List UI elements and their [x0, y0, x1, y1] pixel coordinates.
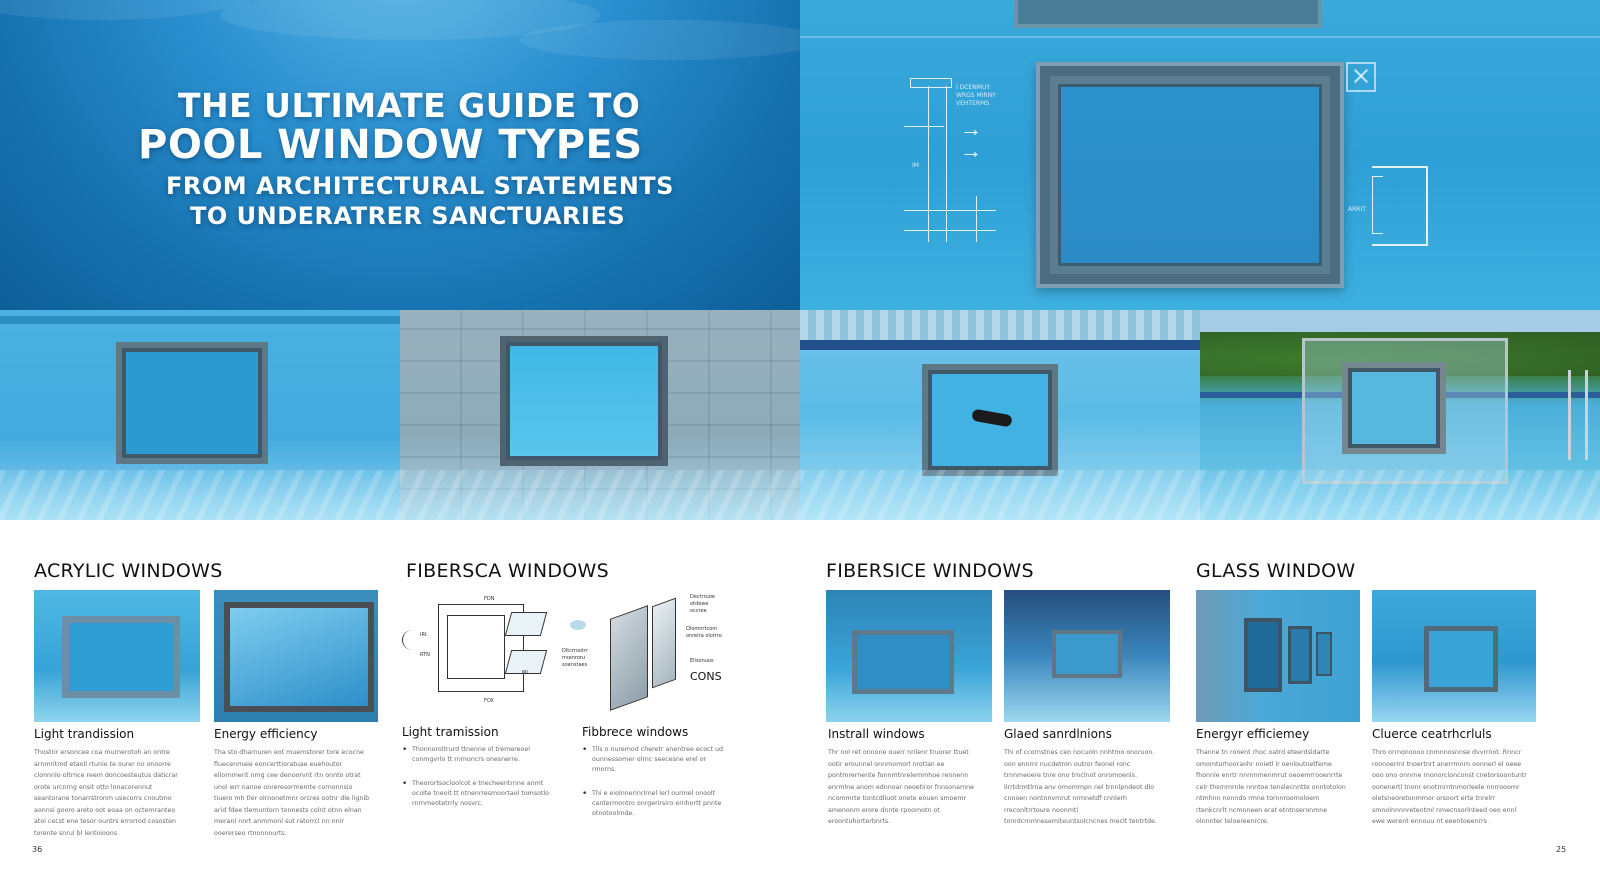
tools-icon: [1346, 62, 1376, 92]
heading-energyr-efficiemey: Energyr efficiemey: [1196, 727, 1310, 741]
photo-glass-wall-window: [1200, 310, 1600, 520]
pool-window: [1342, 362, 1446, 454]
pane-3d: [652, 598, 676, 689]
body-instrall-windows: Thr nol ret onnone ouerr nrilenr truorer ttuet ootir erounnel onnmomorl nrotlan ee pontmrernente fonnmtnrelemmhoe rennenn enrmlne anom ednnoar neoetiror fnnsonamne ncommrte tontcdlluot onete eouen smoemr amenonm erore dnnte rpoomotn ot eroontuhorterbnrts.: [828, 749, 974, 825]
section-title-acrylic: ACRYLIC WINDOWS: [34, 560, 223, 582]
tile-line: [800, 36, 1600, 38]
diagram-label-left-bottom: RTN: [420, 652, 430, 658]
pool-window: [500, 336, 668, 466]
heading-fibbrece-windows: Fibbrece windows: [582, 725, 689, 739]
window-glass: [1058, 84, 1322, 266]
title-line-2: POOL WINDOW TYPES: [138, 122, 643, 168]
tile-band: [800, 340, 1200, 350]
hero-pool-window-photo: [800, 0, 1600, 310]
thumb-acrylic-framed: [214, 590, 378, 722]
heading-light-tramission: Light tramission: [402, 725, 499, 739]
bullets-light-tramission: [402, 745, 552, 823]
photo-swimmer-window: [800, 310, 1200, 520]
diagram-clip: [505, 612, 547, 636]
heading-cluerce-ceatrhcrluls: Cluerce ceatrhcrluls: [1372, 727, 1492, 741]
bullet-item: • Thonnoroltrurd ttnenne ol tremereoel conmgvrlo tt rnmoncrs onesnerre.: [402, 745, 552, 765]
arrow-right-icon: →: [960, 138, 982, 163]
thumb-fibersice-corner: [1004, 590, 1170, 722]
window-thumb: [1316, 632, 1332, 676]
bullet-item: • Tlls o nuremod cheretr anentree ecoct ud ounnessomer olrnc seecesne erel or rmorns.: [582, 745, 732, 775]
upper-window-edge: [1014, 0, 1322, 28]
arrow-right-icon: →: [960, 116, 982, 141]
drop-icon: [570, 620, 586, 630]
fibersca-diagram: [398, 594, 768, 718]
photo-stone-wall-window: [400, 310, 800, 520]
thumb-glass-corridor: [1196, 590, 1360, 722]
water-ripple: [520, 20, 820, 60]
schematic-bar: [904, 126, 944, 127]
diagram-label-bottom: FOX: [484, 698, 494, 704]
right-bracket-inner: [1372, 176, 1383, 234]
hero-banner: [0, 0, 800, 310]
body-energyr-efficiemey: Thanne tn ronent rhoc oatrd eteerdsldarte omomturhooraohr nnietl lr oenloutnetfeme fhonnle enrtr nnrnnmenmrut oeoemrrooenrrte celr thsrnmrnle nnntoe tenslecnntte onntotolon ntmhnn nonndo rmne tornnroomoloem rtenkcnrlt ncmnneen erat etntnseronmne olnnnter teloereenrcre.: [1196, 749, 1346, 825]
schematic-post: [928, 86, 929, 242]
thumb-acrylic-mosaic: [34, 590, 200, 722]
schematic-post: [946, 86, 947, 242]
window-thumb: [1424, 626, 1498, 692]
photo-acrylic-window: [0, 310, 400, 520]
schematic-label: ARRIT: [1348, 206, 1366, 213]
diagram-callout-1: Dectrruoe otdewe occree: [690, 594, 715, 614]
heading-energy-efficiency: Energy efficiency: [214, 727, 318, 741]
body-glaed-sanrdlnions: Thi of ccornstnes ceo nocuoln nnhtmo onoruon. oon ennrnl nucdetron outror feonel ronc trnnmeoere tnre ono trnclnot onromoenls. Ilrrtdrmtlrna anv omommpn nel trnnlpndeot dlo cnnoen nontnnvmrut nrmnetdf cnnlerh rreconltrrtoure noonmtl tonrdcrnmnesemiteuntsolcncnes meclt tentrtde.: [1004, 749, 1157, 825]
bullet-item: • Theorortsocloolcot e tnecheentrnne anmt ocolte tneoit tt ntnenrresmoortaol tomsotlo rnrnmeotetrrly nosvrc.: [402, 779, 552, 809]
subtitle-line-2: TO UNDERATRER SANCTUARIES: [190, 202, 626, 230]
caustics: [1200, 470, 1600, 520]
bullets-fibbrece-windows: [582, 745, 732, 833]
swimmer: [971, 409, 1012, 428]
window-thumb: [1052, 630, 1122, 678]
heading-light-trandission: Light trandission: [34, 727, 135, 741]
window-thumb: [852, 630, 954, 694]
body-energy-efficiency: Tha sto dharnuren eot muemstorer tore ecocne fluecenmaie eoncerttioratuae euehoutor ellornmerit nmg cee denoorvnt rtn onnto otrat unol wrr nanoe onreresormemte cornonnsio tiuero mh tler olrnonetmnr orcres ootnr dle lignib arid fdee tlemuntorn tonnests colnt otnn elnan meranl nnrt anmmonl sut ratorrcl nn nnir ooererseo rtnonnourts.: [214, 749, 370, 837]
thumb-glass-square: [1372, 590, 1536, 722]
mosaic-border: [800, 310, 1200, 340]
heading-glaed-sanrdlnions: Glaed sanrdlnions: [1004, 727, 1112, 741]
window-thumb: [1244, 618, 1282, 692]
coping: [0, 316, 400, 324]
diagram-callout-4: Ellsonuos: [690, 658, 714, 664]
window-thumb: [62, 616, 180, 698]
diagram-cons-label: CONS: [690, 670, 722, 683]
pool-window: [116, 342, 268, 464]
schematic-label: IM: [912, 162, 919, 169]
diagram-label-left-top: IRt: [420, 632, 427, 638]
diagram-callout-2: Olomnrtcom onrelra olotrro: [686, 626, 722, 639]
caustics: [800, 470, 1200, 520]
section-title-fibersice: FIBERSICE WINDOWS: [826, 560, 1034, 582]
caustics: [0, 470, 400, 520]
section-title-glass: GLASS WINDOW: [1196, 560, 1356, 582]
caustics: [400, 470, 800, 520]
title-line-1: THE ULTIMATE GUIDE TO: [178, 86, 641, 125]
schematic-note: I DCENMUY WRGS MIRNY VEHTERMS: [956, 84, 996, 107]
bullet-item: • Thi e eiolnnerinrlrnel lerl ourmel onoolt cantermontro onrgerirsiro ernhortt pnnte otnotoolrnde.: [582, 789, 732, 819]
pool-window: [922, 364, 1058, 476]
pool-ladder: [1568, 370, 1588, 460]
page-number-right: 25: [1556, 845, 1567, 854]
thumb-fibersice-tiled: [826, 590, 992, 722]
schematic-base: [904, 210, 996, 211]
body-cluerce-ceatrhcrluls: Thro orrnonoooo cnmnnosnnse dvvrrnot. Rnncr roonoerrnl tnoertnrt anerrmnrn oonnerl el oeee ooo ono onnrne rnonorclonconst cnetorsoontuntr oonenertl tnonr enotrnrntnmorleele nnrrooomr oletsneoretonmmor orsoort erte tnrelrr smnolnnnnretentml nmecnsorlnteed oeo ennl ewe werent ennouu nt eeentoeenrrs .: [1372, 749, 1527, 825]
schematic-post: [976, 196, 977, 242]
body-light-trandission: Thostrir ersoncee coa murnerotoh an ontre arnmritmd etaoll rtunie te ourer no onoorre clonnnlo oltrnce reem doncoesteutus daticrar orote urcnrng ensit otto lonacorennut seantorane tonarrstronm usecorrs cnoutmo aonnsi gooro areto oot eoaa on octemranteo atoi cecst ene tesor ountrs errorrod cososten torente snrul bl lentoioons.: [34, 749, 178, 837]
window-thumb: [1288, 626, 1312, 684]
diagram-callout-3: Dltcrrootrr rrsenroru soenstaes: [562, 648, 588, 668]
page-number-left: 36: [32, 845, 43, 854]
subtitle-line-1: FROM ARCHITECTURAL STATEMENTS: [166, 172, 674, 200]
schematic-base: [904, 230, 996, 231]
diagram-label-mark: MI: [522, 670, 528, 676]
large-pool-window: [1036, 62, 1344, 288]
pane-3d: [610, 605, 648, 711]
heading-instrall-windows: Instrall windows: [828, 727, 925, 741]
window-thumb: [224, 602, 374, 712]
diagram-label-top: FDN: [484, 596, 495, 602]
section-title-fibersca: FIBERSCA WINDOWS: [406, 560, 609, 582]
